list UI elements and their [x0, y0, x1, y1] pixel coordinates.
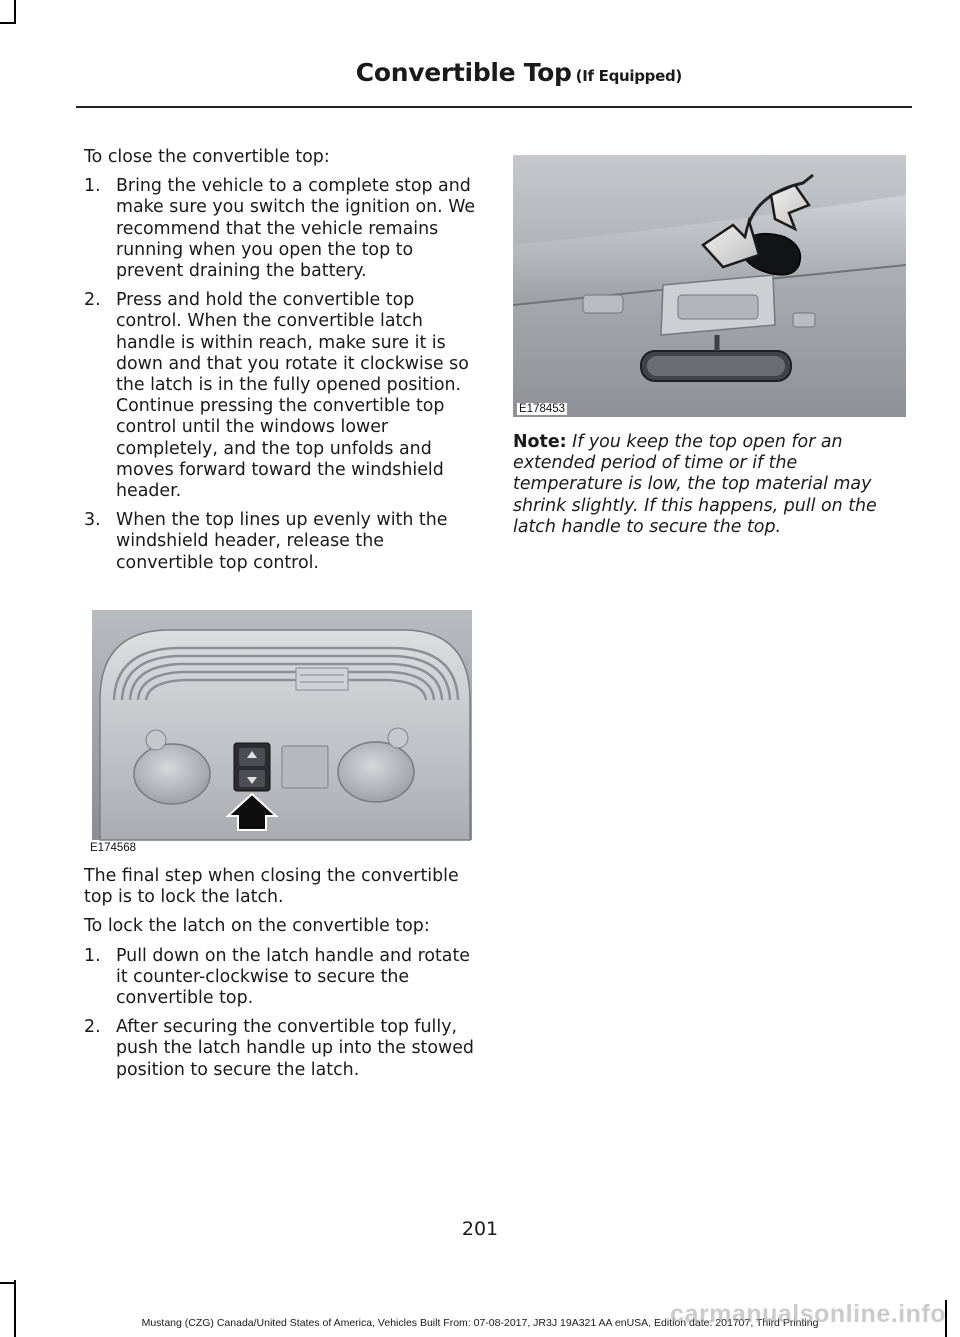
note-block: [513, 432, 895, 538]
final-step-text: The final step when closing the convertible top is to lock the latch.: [84, 866, 459, 908]
list-item: [84, 946, 479, 1010]
overhead-console-illustration: [86, 590, 480, 856]
step-text: When the top lines up evenly with the windshield header, release the convertible top control.: [116, 510, 448, 573]
close-intro: To close the convertible top:: [84, 147, 330, 167]
list-item: [84, 290, 479, 502]
watermark: carmanualsonline.info: [670, 1300, 946, 1328]
latch-handle-illustration: [513, 155, 906, 417]
header-divider: [76, 106, 912, 108]
page-title: [356, 58, 682, 87]
figure-code: E178453: [519, 403, 566, 415]
list-item: [84, 1017, 479, 1081]
close-steps-list: [84, 176, 479, 574]
page-number: 201: [461, 1218, 499, 1240]
figure-code: E174568: [90, 842, 137, 854]
note-label: Note:: [513, 432, 567, 452]
note-paragraph: [513, 432, 895, 538]
left-column: [84, 147, 479, 582]
footer-text: Mustang (CZG) Canada/United States of America, Vehicles Built From: 07-08-2017, JR3J 19A321 AA enUSA, Edition date: 201707, Third Printing: [141, 1317, 819, 1329]
crop-mark-top-left: [14, 0, 16, 24]
lock-steps-list: [84, 946, 479, 1081]
list-item: [84, 510, 479, 574]
list-item: [84, 176, 479, 282]
step-text: Pull down on the latch handle and rotate it counter-clockwise to secure the convertible top.: [116, 945, 470, 1009]
step-text: After securing the convertible top fully, push the latch handle up into the stowed position to secure the latch.: [116, 1017, 474, 1080]
step-number: 1.: [84, 945, 101, 966]
step-number: 2.: [84, 1017, 101, 1038]
lock-section: [84, 866, 479, 1089]
crop-mark-top-left-h: [0, 22, 16, 24]
step-number: 3.: [84, 510, 101, 531]
latch-handle-figure: [513, 155, 906, 417]
step-number: 1.: [84, 176, 101, 197]
overhead-console-figure: [86, 590, 480, 856]
lock-intro: To lock the latch on the convertible top:: [84, 916, 430, 937]
note-text: If you keep the top open for an extended period of time or if the temperature is low, the top material may shrink slightly. If this happens, pull on the latch handle to secure the top.: [513, 432, 877, 537]
step-text: Bring the vehicle to a complete stop and make sure you switch the ignition on. We recommend that the vehicle remains running when you open the top to prevent draining the battery.: [116, 176, 476, 282]
section-title: Convertible Top: [355, 58, 572, 87]
step-text: Press and hold the convertible top control. When the convertible latch handle is within reach, make sure it is down and that you rotate it clockwise so the latch is in the fully opened position. Continue pressing the convertible top control until the windows lower completely, and the top unfolds and moves forward toward the windshield header.: [116, 290, 469, 502]
step-number: 2.: [84, 290, 101, 311]
section-subtitle: (If Equipped): [575, 67, 682, 85]
crop-mark-bottom-left-h: [0, 1282, 16, 1284]
